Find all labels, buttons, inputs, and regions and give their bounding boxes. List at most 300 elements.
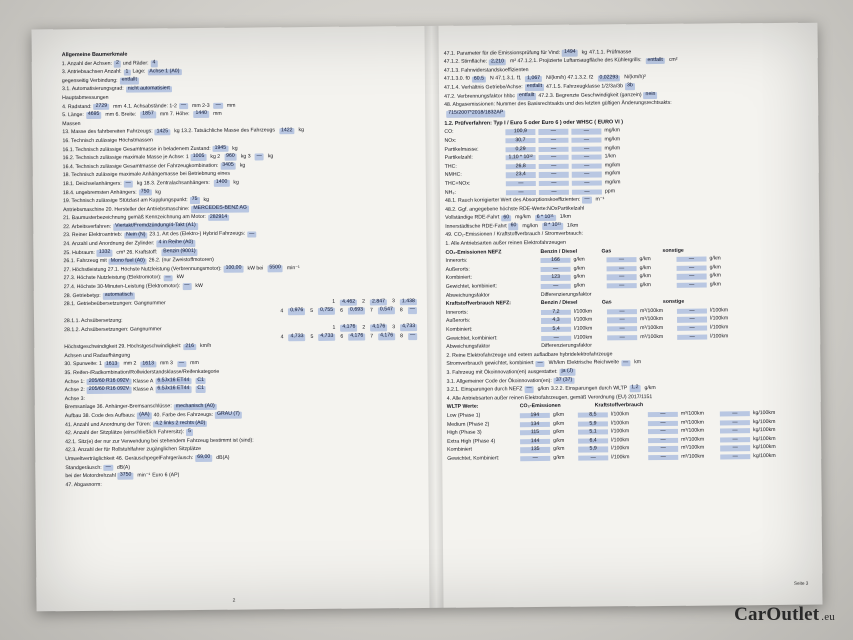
left-label: 28. Getriebetyp: [63,292,101,299]
nefz-a-unit: g/km [573,265,585,272]
right-mid-label: 1. Alle Antriebsarten außer reinen Elektrofahrzeugen [445,239,566,247]
nefz-table [445,246,803,301]
emission-value-2: — [539,181,569,186]
left-unit: mm [190,360,199,367]
wltp-fuel: 6,4 [578,438,608,443]
right-top-label2: 47.1.1. Prüfmasse [589,48,632,56]
left-gear-index: 8 [400,332,404,339]
left-gear-ratio: 0,755 [318,308,335,315]
emission-heading: 1.2. Prüfverfahren: Typ I / Euro 5 oder Euro 6 ) oder WHSC ( EURO VI ) [444,119,624,127]
kv-a-unit: l/100km [574,325,593,332]
left-unit: mm [113,103,122,110]
right-mid2-label: Stromverbrauch gewichtet, kombiniert [446,360,534,368]
wltp-other-unit: kg/100km [752,427,776,434]
left-unit: dB(A) [216,454,230,461]
emission-value-3: — [572,180,602,185]
left-unit: mm 2-3 [192,102,210,109]
right-top-rows [444,47,803,119]
left-unit: min⁻¹ [286,264,300,272]
right-top-value: 1494 [562,50,578,57]
left-label: 30. Spurweite: 1 [64,361,102,368]
left-label: 22. Arbeitsverfahren: [63,223,112,231]
right-mid2-unit: km [634,359,642,366]
nefz-a-unit: g/km [573,274,585,281]
right-top-label: 47.1. Parameter für die Emissionsprüfung für Vind: [443,49,561,57]
nefz-b: — [606,257,636,262]
left-label2: Standgeräusch: [65,464,102,471]
left-value: (AA) [137,413,151,420]
emission-value-2: — [539,189,569,194]
left-unit: kg 3 [240,153,251,160]
right-top-label2: 47.2.3. Begrenzte Geschwindigkeit (ganzein) [538,91,642,99]
emission-value-1: 23,4 [506,172,536,177]
wltp-other-unit: kg/100km [752,409,776,417]
emission-value-1: — [506,190,536,195]
emission-value-2: — [539,146,569,151]
wltp-co2: 144 [520,439,550,444]
left-value: 750 [139,189,152,196]
left-label: 41. Anzahl und Anordnung der Türen: [64,420,152,428]
watermark-brand: CarOutlet [734,604,820,625]
nefz-c-unit: g/km [709,264,721,271]
left-gear-index: 2 [362,324,366,331]
document-page-right [431,23,822,608]
left-unit: kg [233,179,239,186]
left-value: — [104,465,113,472]
left-label: Umweltverträglichkeit 46. Geräuschpegel [65,455,160,463]
emission-name: NH₃: [444,189,456,196]
left-value: 960 [224,154,237,161]
nefz-a-unit: g/km [573,256,585,263]
left-value: 282914 [208,214,229,221]
left-value: 1613 [140,361,156,368]
left-label: 3. Antriebsachsen Anzahl: [61,68,122,76]
emission-value-2: — [538,129,568,134]
left-value: — [177,361,186,368]
left-value: — [214,103,223,110]
emission-value-1: 26,8 [506,164,536,169]
left-label: 16.2. Technisch zulässige maximale Masse je Achse: 1 [62,154,189,162]
left-value: Viertakt/Fremdzündung/4-Takt (A1) [113,223,198,230]
left-value: 2729 [94,104,110,111]
right-top-unit: N/(km/h)² [624,74,646,81]
kraftstoffverbrauch-table [446,297,804,352]
left-label2: 40. Farbe des Fahrzeugs: [153,411,214,419]
right-top-value: 60.5 [472,76,486,83]
wltp-phase: Medium (Phase 2) [446,420,490,428]
kv-a: 5,4 [541,327,571,332]
left-label: 27.4. Höchste 30-Minuten-Leistung (Elektromotor): [63,283,181,291]
right-top-unit: N/(km/h) 47.1.3.2. f2 [546,75,594,82]
left-value: 1422 [279,128,295,135]
wltp-other-unit: kg/100km [753,435,776,442]
emission-unit: mg/km [604,179,621,186]
right-top-label: 48. Abgasemissionen: Nummer des Basisrechtsakts und des letzten gültigen Änderungsrechtsakts: [444,100,672,109]
wltp-head-left: WLTP Werte: [446,403,479,411]
left-gear-index: 8 [399,307,403,314]
left-gear-ratio: 2.847 [370,299,387,306]
nefz-row-name: Innerorts: [445,257,468,265]
left-unit: kg [155,188,161,195]
left-label: 3.1. Automatisierungsgrad: [61,86,124,93]
left-value: 1400 [214,180,230,187]
wltp-phase: Low (Phase 1) [446,412,481,419]
kv-c-unit: l/100km [709,307,729,314]
nefz-a: 166 [540,258,570,263]
left-label: Achsen und Radaufhängung [64,352,131,359]
left-label: 28.1.2. Achsübersetzungen: Gangnummer [64,326,162,334]
kv-row-name: Kombiniert: [446,326,473,333]
right-mid2-unit: g/km [537,386,549,393]
emission-value-1: 1,10 * 10¹² [506,155,536,160]
right-mid-label: Vollständige RDE-Fahrt [445,214,500,222]
right-mid2-label2: 3.2.2. Einsparungen durch WLTP [550,385,628,393]
nefz-row-name: Gewichtet, kombiniert: [445,283,498,290]
left-label: 27.3. Höchste Nutzleistung (Elektromotor): [63,274,162,282]
left-gear-index: 5 [310,333,314,340]
left-gear-ratio: 4,176 [348,333,365,340]
left-label: gegenseitig Verbindung: [61,77,118,84]
kv-a-unit: l/100km [574,316,593,324]
nefz-extra-2: Differenzierungsfaktor [540,291,592,298]
page-number: 2 [232,597,236,604]
left-value: 1425 [155,129,171,136]
nefz-c: — [677,265,707,270]
left-value: Achse 1 (A0) [147,69,181,76]
kv-row-name: Innerorts: [445,309,468,316]
left-label: 47. Abgasnorm: [65,481,102,488]
wltp-fuel: — [578,455,608,460]
left-value: 2 [114,61,121,68]
document-page-left [31,26,431,611]
nefz-c-unit: g/km [709,272,721,279]
left-label: 18. Technisch zulässige maximale Anhängemasse bei Betriebnung eines [62,171,230,179]
emission-name: NOx: [444,137,457,144]
emission-unit: mg/km [604,144,621,151]
watermark-domain: .eu [821,611,835,623]
left-value: 1 [124,69,131,76]
right-mid2-value: — [621,360,630,367]
left-gear-index: 6 [340,307,344,314]
kv-c: — [677,326,707,331]
left-value: 1857 [140,112,156,119]
left-value: C1 [195,378,206,385]
nefz-a: 123 [541,275,571,280]
wltp-head-mid: CO₂-Emissionen [519,403,561,410]
kv-b: — [607,335,637,340]
nefz-c: — [677,283,707,288]
kv-title: Kraftstoffverbrauch NEFZ: [445,300,512,308]
kv-c-unit: l/100km [710,332,729,340]
kv-a: 4,3 [541,318,571,323]
emission-value-2: — [538,138,568,143]
kv-b: — [607,309,637,314]
wltp-head-right: Kraftstoffverbrauch [594,402,644,409]
kv-row-name: Außerorts: [446,318,471,325]
left-unit: mm 2 [123,360,137,368]
left-gear-ratio: 4,176 [370,325,387,332]
wltp-gas: — [648,446,678,451]
left-value: — [255,154,264,161]
left-label: Bremsanlage 36. Anhänger-Bremsanschlüsse: [64,403,172,411]
nefz-b-unit: g/km [639,264,651,271]
kv-c: — [677,334,707,339]
right-top-value: 715/2007*2018/1832AP [446,110,505,117]
emission-unit: mg/km [604,162,621,169]
left-value: — [179,103,188,110]
wltp-gas-unit: m³/100km [681,436,705,443]
right-mid-unit: m⁻¹ [595,196,605,203]
wltp-fuel-unit: l/100km [610,428,630,435]
left-value: automatisch [103,292,135,299]
wltp-co2: — [520,456,550,461]
left-label2: und Räder: [122,60,149,67]
wltp-co2-unit: g/km [553,454,565,461]
left-label: Massen [62,120,81,127]
wltp-other: — [720,428,750,433]
emission-name: Partikelzahl: [444,154,473,161]
left-value: 1005 [191,154,207,161]
nefz-c-unit: g/km [709,255,721,262]
left-label2: 26.2. (nur Zweistoffmotoren) [148,257,214,264]
right-mid-label2: NOx [547,205,558,212]
left-unit: kW bei [247,265,264,272]
right-mid2-unit: g/km [644,385,656,392]
wltp-co2-unit: g/km [552,420,565,427]
nefz-b: — [607,275,637,280]
left-value: 1440 [193,111,209,118]
left-value: 100,00 [224,266,244,273]
left-row [65,478,420,490]
kv-b-unit: m³/100km [640,324,664,332]
nefz-col: Benzin / Diesel [540,248,578,255]
left-value: — [124,181,133,188]
left-label: 42. Anzahl der Sitzplätze (einschließlich Fahrersitz): [64,429,185,437]
wltp-co2: 194 [520,413,550,418]
kv-extra-1: Abweichungsfaktor [446,343,491,351]
wltp-other-unit: kg/100km [753,452,776,460]
right-mid-label3: Partikelzahl [557,205,585,212]
wltp-co2-unit: g/km [553,446,565,453]
left-gear-ratio: 4,733 [318,334,335,341]
kv-a-unit: l/100km [574,334,593,341]
right-mid2-value: — [535,361,544,368]
left-unit: kg [203,196,210,204]
left-gear-index: 1 [332,299,336,306]
wltp-co2: 134 [520,421,550,426]
emission-value-2: — [539,163,569,168]
wltp-phase: Gewichtet, Kombiniert: [447,455,500,462]
wltp-co2: 135 [520,447,550,452]
left-value: mechanisch (A0) [174,403,217,410]
left-unit: mm 3 [159,360,173,367]
left-gear-ratio: 0,547 [378,307,395,314]
left-gear-ratio: 0,976 [288,308,305,315]
kv-b-unit: m³/100km [639,307,664,314]
emission-value-3: — [572,163,602,168]
nefz-b: — [607,266,637,271]
left-gear-index: 5 [310,307,314,314]
nefz-c: — [677,274,707,279]
left-gear-index: 7 [369,307,373,314]
left-label: 18.4. ungebremsten Anhängers: [62,189,137,196]
nefz-b-unit: g/km [639,282,652,289]
left-label2: Euro 6 (AP) [152,472,180,479]
left-value: 5500 [267,265,283,272]
left-label: 35. Reifen-/Radkombination/Rollwiderstandsklasse/Reifenkategorie [64,368,220,377]
left-value: 4 in Reihe (A0) [156,240,195,247]
right-mid2-label2: Elektrische Reichweite [566,359,620,367]
left-label: 25. Hubraum: [63,249,95,256]
kv-b-unit: m³/100km [640,316,664,323]
left-value: 5 [186,429,193,436]
left-label: 18.1. Deichselanhängers: [62,180,122,188]
left-value: 75 [190,197,200,204]
emission-unit: 1/km [604,153,616,160]
wltp-gas-unit: m³/100km [680,427,705,434]
right-top-unit: cm² [668,57,678,64]
left-value: 1613 [104,361,120,368]
left-gear-index: 4 [280,333,284,340]
nefz-c: — [676,257,706,262]
right-top-value: 3b [625,84,635,91]
wltp-other: — [720,454,750,459]
left-value: 4.2 links 2 rechts (A0) [153,421,207,428]
left-heading: Allgemeine Baumerkmale [61,51,128,59]
left-value: 6.5Jx16 ET44 [155,378,191,385]
right-top-value: nein [644,92,658,99]
kv-c-unit: l/100km [710,324,729,331]
wltp-gas-unit: m³/100km [680,410,704,417]
left-label: 4. Radstand: [62,103,92,110]
right-mid2-label: 4. Alle Antriebsarten außer reinen Elektrofahrzeugen, gemäß Verordnung (EU) 2017/1151 [446,393,653,402]
right-mid-unit: 1/km [559,214,571,221]
left-unit: kg [267,153,274,160]
left-unit: mm [213,110,222,118]
document-sheet [31,23,822,612]
right-top-value: entfallt [525,84,544,91]
left-label: Achse 2: [64,387,85,394]
left-value: — [247,231,256,238]
kv-c: — [677,317,707,322]
emission-rows [444,125,803,197]
emission-value-3: — [572,146,602,151]
emission-value-1: 100,9 [505,129,535,134]
kv-a-unit: l/100km [573,308,593,315]
left-gear-ratio: 4,176 [340,325,357,332]
left-label: 16. Technisch zulässige Höchstmassen [62,137,153,145]
left-label: Aufbau 38. Code des Aufbaus: [64,412,136,420]
kv-col: sonstige [662,298,685,306]
watermark [734,604,835,626]
left-gear-ratio: 0,693 [348,308,365,315]
right-mid-value: — [582,197,591,204]
left-label: 5. Länge: [62,112,84,119]
left-label: 13. Masse des fahrbereiten Fahrzeugs: [62,128,153,136]
nefz-row-name: Außerorts: [445,266,470,273]
wltp-other: — [720,445,750,450]
left-value: Benzin (9001) [161,249,197,256]
left-unit: mm 6. Breite: [105,111,137,118]
emission-value-3: — [572,172,602,177]
left-unit: dB(A) [116,464,131,471]
wltp-fuel: 5,9 [578,421,608,426]
wltp-phase: Kombiniert [447,446,472,454]
left-unit: mm 7. Höhe: [159,111,190,118]
emission-value-3: — [572,189,602,194]
right-top-value: 1,067 [525,76,542,83]
wltp-row [447,452,805,464]
nefz-c-unit: g/km [709,281,722,288]
left-value: — [163,275,172,282]
wltp-gas: — [648,420,678,425]
left-label: 42.1. Sitz(e) der nur zur Verwendung bei stehendem Fahrzeug bestimmt ist (sind): [65,437,254,445]
kv-c: — [677,308,707,313]
right-mid2-value: — [524,387,533,394]
left-gear-index: 2 [362,298,366,305]
left-gear-index: 3 [392,324,396,331]
wltp-phase: Extra High (Phase 4) [447,438,496,445]
left-label2: Klasse A [133,377,154,385]
page-footer: Seite 3 [794,581,809,587]
emission-value-2: — [539,172,569,177]
emission-unit: mg/km [604,170,621,177]
left-value: MERCEDES-BENZ AG [191,206,249,213]
right-mid2-value: 1,2 [629,386,640,393]
left-label: 42.3. Anzahl der für Rollstuhlfahrer zugänglichen Sitzplätze [65,446,202,454]
wltp-co2-unit: g/km [552,411,565,418]
left-label: 23. Reiner Elektroantrieb: [63,232,123,239]
wltp-gas: — [648,438,678,443]
left-label2: Lage: [132,68,146,75]
wltp-fuel-unit: l/100km [611,454,630,461]
emission-name: CO: [444,129,454,136]
left-unit: mm [226,102,236,109]
wltp-gas: — [648,412,678,417]
left-unit: min⁻¹ [137,472,151,479]
left-value: 205/60 R16 092V [87,387,131,394]
wltp-fuel-unit: l/100km [610,411,630,418]
wltp-gas-unit: m³/100km [681,444,705,452]
left-value: 1332 [97,250,113,257]
left-label2: Klasse A [133,386,154,393]
right-top-value: 0,02293 [597,75,620,82]
left-value: Mono fuel (A0) [109,258,147,265]
right-mid-value: 8 * 10¹¹ [542,223,563,230]
left-value: 4 [150,60,157,67]
kv-col: Benzin / Diesel [540,299,578,307]
right-mid2-label: 3.2.1. Einsparungen durch NEFZ [446,386,523,393]
emission-unit: ppm [604,187,616,194]
left-gear-ratio: 4,176 [378,333,395,340]
wltp-co2-unit: g/km [553,437,565,444]
left-rows-container [62,57,421,490]
wltp-other: — [720,420,750,425]
emission-value-3: — [571,137,601,142]
nefz-b-unit: g/km [639,273,651,280]
emission-unit: mg/km [604,136,621,143]
right-top-unit: m² 47.1.2.1. Projizierte Luftansaugfläche des Kühlergrills: [509,57,642,65]
left-gear-ratio: 4,733 [288,334,305,341]
wltp-other-unit: kg/100km [753,444,776,451]
wltp-other: — [720,411,750,416]
left-gear-index: 4 [280,308,284,315]
wltp-gas-unit: m³/100km [680,419,705,426]
wltp-co2: 115 [520,430,550,435]
wltp-fuel: 8,5 [578,412,608,417]
emission-unit: mg/km [604,127,620,134]
left-label: 16.1. Technisch zulässige Gesamtmasse in beladenem Zustand: [62,145,211,153]
